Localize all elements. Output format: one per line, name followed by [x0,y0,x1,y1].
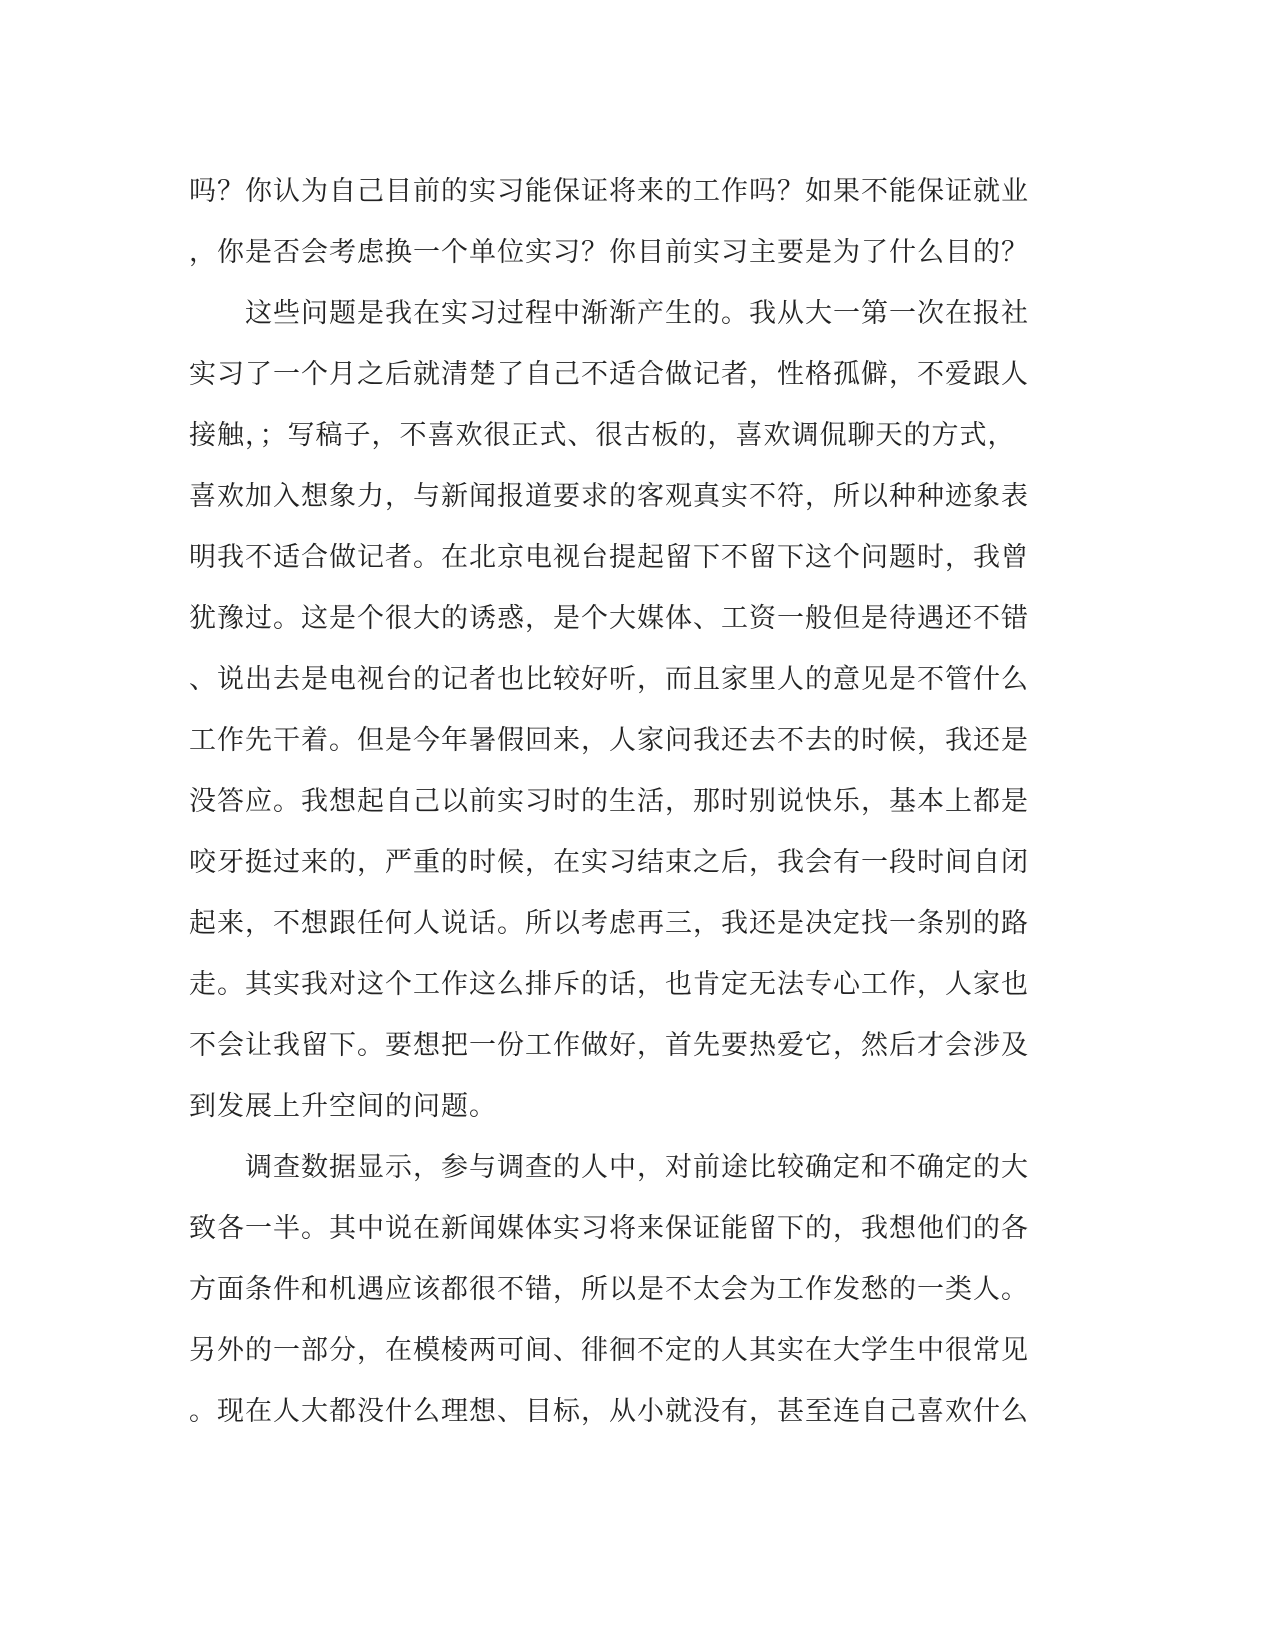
text-line: ，你是否会考虑换一个单位实习？你目前实习主要是为了什么目的？ [189,237,1029,268]
text-line: 没答应。我想起自己以前实习时的生活，那时别说快乐，基本上都是 [189,786,1029,817]
text-line: 另外的一部分，在模棱两可间、徘徊不定的人其实在大学生中很常见 [189,1335,1029,1366]
text-line: 、说出去是电视台的记者也比较好听，而且家里人的意见是不管什么 [189,664,1029,695]
text-line: 咬牙挺过来的，严重的时候，在实习结束之后，我会有一段时间自闭 [189,847,1029,878]
text-line: 到发展上升空间的问题。 [189,1091,497,1122]
text-line: 这些问题是我在实习过程中渐渐产生的。我从大一第一次在报社 [189,298,1029,329]
text-line: 致各一半。其中说在新闻媒体实习将来保证能留下的，我想他们的各 [189,1213,1029,1244]
text-line: 起来，不想跟任何人说话。所以考虑再三，我还是决定找一条别的路 [189,908,1029,939]
text-line: 明我不适合做记者。在北京电视台提起留下不留下这个问题时，我曾 [189,542,1029,573]
body-text [189,161,1089,1442]
text-line: 犹豫过。这是个很大的诱惑，是个大媒体、工资一般但是待遇还不错 [189,603,1029,634]
text-line: 方面条件和机遇应该都很不错，所以是不太会为工作发愁的一类人。 [189,1274,1029,1305]
text-line: 喜欢加入想象力，与新闻报道要求的客观真实不符，所以种种迹象表 [189,481,1029,512]
text-line: 实习了一个月之后就清楚了自己不适合做记者，性格孤僻，不爱跟人 [189,359,1029,390]
text-line: 接触，；写稿子，不喜欢很正式、很古板的，喜欢调侃聊天的方式， [189,420,1016,451]
text-line: 吗？你认为自己目前的实习能保证将来的工作吗？如果不能保证就业 [189,176,1029,207]
text-line: 调查数据显示，参与调查的人中，对前途比较确定和不确定的大 [189,1152,1029,1183]
text-line: 工作先干着。但是今年暑假回来，人家问我还去不去的时候，我还是 [189,725,1029,756]
text-line: 。现在人大都没什么理想、目标，从小就没有，甚至连自己喜欢什么 [189,1396,1029,1427]
text-line: 走。其实我对这个工作这么排斥的话，也肯定无法专心工作，人家也 [189,969,1029,1000]
text-line: 不会让我留下。要想把一份工作做好，首先要热爱它，然后才会涉及 [189,1030,1029,1061]
